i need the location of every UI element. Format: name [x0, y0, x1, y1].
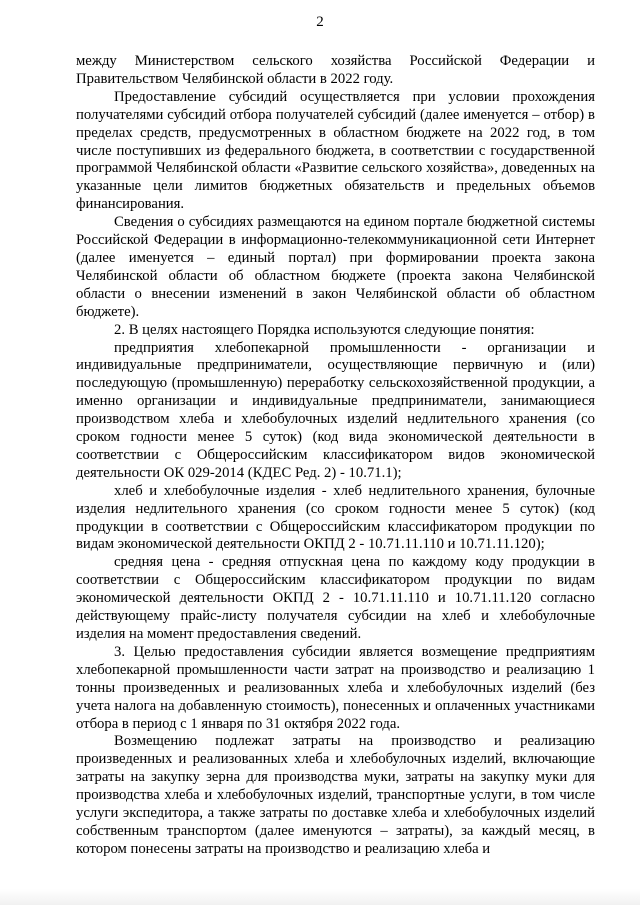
- paragraph-section-3: 3. Целью предоставления субсидии является возмещение предприятиям хлебопекарной промышленности части затрат на производство и реализацию 1 тонны произведенных и реализованных хлеба и хлебобулочных изделий (без учета налога на добавленную стоимость), понесенных и оплаченных участниками отбора в период с 1 января по 31 октября 2022 года.: [76, 643, 595, 732]
- paragraph-section-2: 2. В целях настоящего Порядка используются следующие понятия:: [114, 321, 535, 338]
- paragraph-average-price: средняя цена - средняя отпускная цена по каждому коду продукции в соответствии с Общероссийским классификатором продукции по видам экономической деятельности ОКПД 2 - 10.71.11.110 и 10.71.11.120 согласно действующему прайс-листу получателя субсидии на хлеб и хлебобулочные изделия на момент предоставления сведений.: [76, 554, 595, 642]
- paragraph-continuation: между Министерством сельского хозяйства Российской Федерации и Правительством Челябинской области в 2022 году.: [76, 53, 595, 87]
- document-body: [76, 53, 595, 859]
- paragraph-bakery-enterprises: предприятия хлебопекарной промышленности - организации и индивидуальные предприниматели, осуществляющие первичную и (или) последующую (промышленную) переработку сельскохозяйственной продукции, а именно организации и индивидуальные предприниматели, занимающиеся производством хлеба и хлебобулочных изделий недлительного хранения (со сроком годности менее 5 суток) (код вида экономической деятельности в соответствии с Общероссийским классификатором видов экономической деятельности ОК 029-2014 (КДЕС Ред. 2) - 10.71.1);: [76, 339, 595, 481]
- page-number: 2: [316, 14, 324, 30]
- paragraph-bread-products: хлеб и хлебобулочные изделия - хлеб недлительного хранения, булочные изделия недлительного хранения (со сроком годности менее 5 суток) (код продукции в соответствии с Общероссийским классификатором продукции по видам экономической деятельности ОКПД 2 - 10.71.11.110 и 10.71.11.120);: [76, 482, 595, 553]
- scan-edge: [0, 889, 640, 905]
- paragraph-portal-info: Сведения о субсидиях размещаются на едином портале бюджетной системы Российской Федерации в информационно-телекоммуникационной сети Интернет (далее именуется – единый портал) при формировании проекта закона Челябинской области об областном бюджете (проекта закона Челябинской области о внесении изменений в закон Челябинской области об областном бюджете).: [76, 214, 595, 320]
- paragraph-reimbursable-costs: Возмещению подлежат затраты на производство и реализацию произведенных и реализованных хлеба и хлебобулочных изделий, включающие затраты на закупку зерна для производства муки, затраты на закупку муки для производства хлеба и хлебобулочных изделий, транспортные услуги, в том числе услуги экспедитора, а также затраты по доставке хлеба и хлебобулочных изделий собственным транспортом (далее именуются – затраты), за каждый месяц, в котором понесены затраты на производство и реализацию хлеба и: [76, 733, 595, 857]
- paragraph-subsidy-conditions: Предоставление субсидий осуществляется при условии прохождения получателями субсидий отбора получателей субсидий (далее именуется – отбор) в пределах средств, предусмотренных в областном бюджете на 2022 год, в том числе поступивших из федерального бюджета, в соответствии с государственной программой Челябинской области «Развитие сельского хозяйства», доведенных на указанные цели лимитов бюджетных обязательств и предельных объемов финансирования.: [76, 88, 595, 213]
